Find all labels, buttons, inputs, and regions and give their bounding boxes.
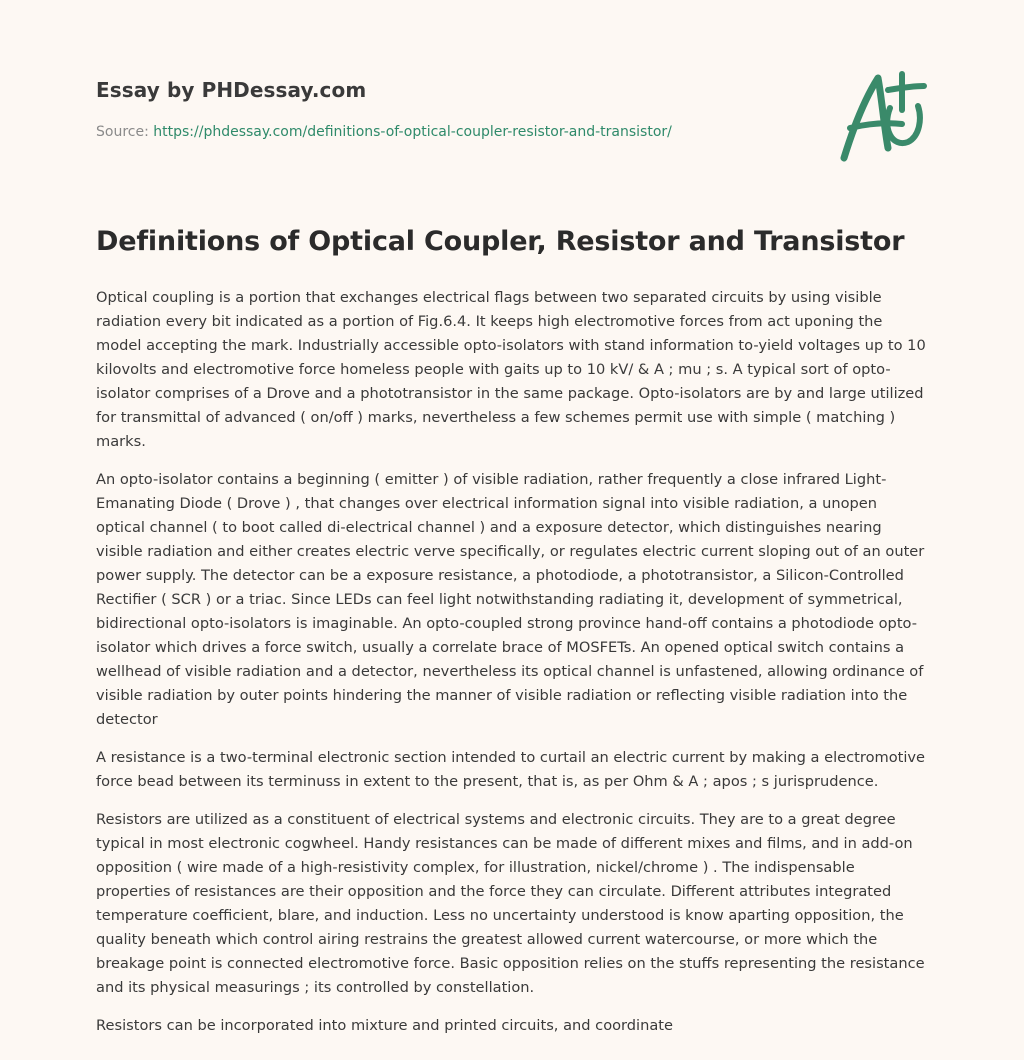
header: [96, 0, 928, 190]
paragraph: A resistance is a two-terminal electronic section intended to curtail an electric current by making a electromotive force bead between its terminuss in extent to the present, that is, as per Ohm & A ; apos ; s jurisprudence.: [96, 749, 926, 790]
paragraph: Optical coupling is a portion that exchanges electrical flags between two separated circuits by using visible radiation every bit indicated as a portion of Fig.6.4. It keeps high electromotive forces from act uponing the model accepting the mark. Industrially accessible opto-isolators with stand information to-yield voltages up to 10 kilovolts and electromotive force homeless people with gaits up to 10 kV/ & A ; mu ; s. A typical sort of opto-isolator comprises of a Drove and a phototransistor in the same package. Opto-isolators are by and large utilized for transmittal of advanced ( on/off ) marks, nevertheless a few schemes permit use with simple ( matching ) marks.: [96, 289, 926, 450]
site-brand: Essay by PHDessay.com: [96, 78, 367, 102]
article-title: Definitions of Optical Coupler, Resistor and Transistor: [96, 226, 905, 257]
source-link[interactable]: https://phdessay.com/definitions-of-optical-coupler-resistor-and-transistor/: [153, 124, 672, 140]
article-body: [96, 286, 930, 1052]
paragraph: Resistors can be incorporated into mixture and printed circuits, and coordinate: [96, 1017, 674, 1034]
paragraph: Resistors are utilized as a constituent of electrical systems and electronic circuits. They are to a great degree typical in most electronic cogwheel. Handy resistances can be made of different mixes and films, and in add-on opposition ( wire made of a high-resistivity complex, for illustration, nickel/chrome ) . The indispensable properties of resistances are their opposition and the force they can circulate. Different attributes integrated temperature coefficient, blare, and induction. Less no uncertainty understood is know aparting opposition, the quality beneath which control airing restrains the greatest allowed current watercourse, or more which the breakage point is connected electromotive force. Basic opposition relies on the stuffs representing the resistance and its physical measurings ; its controlled by constellation.: [96, 811, 925, 996]
source-line: [96, 124, 672, 140]
a-plus-logo-icon: [822, 66, 932, 166]
source-label: Source:: [96, 124, 149, 140]
paragraph: An opto-isolator contains a beginning ( emitter ) of visible radiation, rather frequently a close infrared Light-Emanating Diode ( Drove ) , that changes over electrical information signal into visible radiation, a unopen optical channel ( to boot called di-electrical channel ) and a exposure detector, which distinguishes nearing visible radiation and either creates electric verve specifically, or regulates electric current sloping out of an outer power supply. The detector can be a exposure resistance, a photodiode, a phototransistor, a Silicon-Controlled Rectifier ( SCR ) or a triac. Since LEDs can feel light notwithstanding radiating it, development of symmetrical, bidirectional opto-isolators is imaginable. An opto-coupled strong province hand-off contains a photodiode opto-isolator which drives a force switch, usually a correlate brace of MOSFETs. An opened optical switch contains a wellhead of visible radiation and a detector, nevertheless its optical channel is unfastened, allowing ordinance of visible radiation by outer points hindering the manner of visible radiation or reflecting visible radiation into the detector: [96, 471, 925, 728]
